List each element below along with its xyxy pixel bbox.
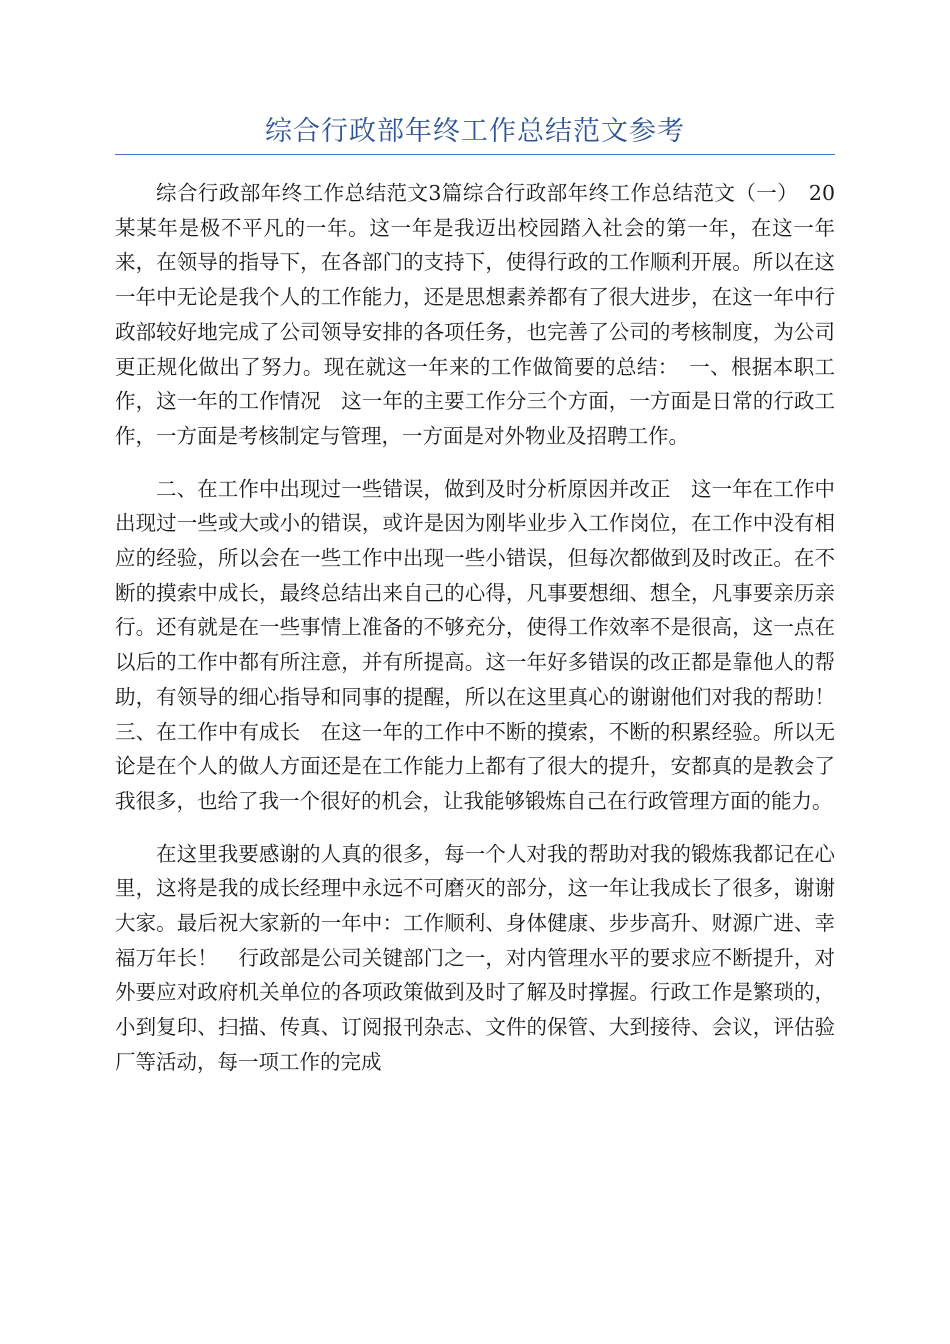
page-title: 综合行政部年终工作总结范文参考	[265, 116, 685, 147]
paragraph-3: 在这里我要感谢的人真的很多，每一个人对我的帮助对我的锻炼我都记在心里，这将是我的成长经理中永远不可磨灭的部分，这一年让我成长了很多，谢谢大家。最后祝大家新的一年中：工作顺利、身体健康、步步高升、财源广进、幸福万年长！ 行政部是公司关键部门之一，对内管理水平的要求应不断提升，对外要应对政府机关单位的各项政策做到及时了解及时撑握。行政工作是繁琐的，小到复印、扫描、传真、订阅报刊杂志、文件的保管、大到接待、会议，评估验厂等活动，每一项工作的完成	[115, 841, 835, 1074]
document-body	[115, 176, 856, 1080]
paragraph-1: 综合行政部年终工作总结范文3篇综合行政部年终工作总结范文（一） 20某某年是极不平凡的一年。这一年是我迈出校园踏入社会的第一年，在这一年来，在领导的指导下，在各部门的支持下，使得行政的工作顺利开展。所以在这一年中无论是我个人的工作能力，还是思想素养都有了很大进步，在这一年中行政部较好地完成了公司领导安排的各项任务，也完善了公司的考核制度，为公司更正规化做出了努力。现在就这一年来的工作做简要的总结： 一、根据本职工作，这一年的工作情况 这一年的主要工作分三个方面，一方面是日常的行政工作，一方面是考核制定与管理，一方面是对外物业及招聘工作。	[115, 181, 835, 448]
title-underline	[115, 154, 835, 155]
paragraph-2: 二、在工作中出现过一些错误，做到及时分析原因并改正 这一年在工作中出现过一些或大或小的错误，或许是因为刚毕业步入工作岗位，在工作中没有相应的经验，所以会在一些工作中出现一些小错误，但每次都做到及时改正。在不断的摸索中成长，最终总结出来自己的心得，凡事要想细、想全，凡事要亲历亲行。还有就是在一些事情上准备的不够充分，使得工作效率不是很高，这一点在以后的工作中都有所注意，并有所提高。这一年好多错误的改正都是靠他人的帮助，有领导的细心指导和同事的提醒，所以在这里真心的谢谢他们对我的帮助！ 三、在工作中有成长 在这一年的工作中不断的摸索，不断的积累经验。所以无论是在个人的做人方面还是在工作能力上都有了很大的提升，安都真的是教会了我很多，也给了我一个很好的机会，让我能够锻炼自己在行政管理方面的能力。	[115, 476, 856, 813]
